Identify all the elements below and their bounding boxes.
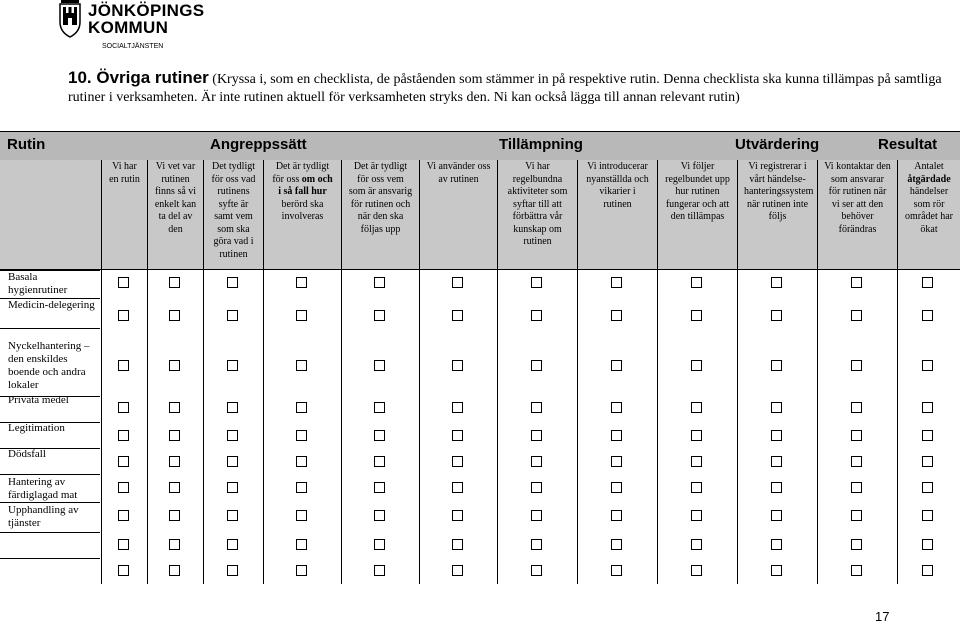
checkbox[interactable] [227,482,238,493]
header-utvardering: Utvärdering [735,136,820,153]
grid-line [737,270,738,584]
checkbox[interactable] [851,565,862,576]
row-separator [0,474,100,475]
checkbox[interactable] [296,310,307,321]
checkbox[interactable] [227,510,238,521]
checkbox[interactable] [922,360,933,371]
logo-text-line2: KOMMUN [88,18,169,37]
row-label: Hantering av färdiglagad mat [8,476,78,501]
header-bar [0,131,960,161]
column-header-11: Vi kontaktar den som ansvarar för rutinen när vi ser att den behöver förändras [817,160,897,269]
row-label: Basala hygienrutiner [8,271,68,296]
row-label: Legitimation [8,422,65,434]
checkbox[interactable] [227,539,238,550]
grid-line [897,270,898,584]
checkbox[interactable] [169,456,180,467]
checkbox[interactable] [452,310,463,321]
checkbox[interactable] [611,402,622,413]
checkbox[interactable] [922,510,933,521]
column-header-4: Det är tydligt för oss om och i så fall hur berörd ska involveras [263,160,341,269]
logo-subtitle: SOCIALTJÄNSTEN [102,43,164,50]
checkbox[interactable] [922,456,933,467]
checkbox[interactable] [531,565,542,576]
checkbox[interactable] [118,277,129,288]
checkbox[interactable] [531,360,542,371]
checkbox[interactable] [771,430,782,441]
checkbox[interactable] [118,482,129,493]
column-header-10: Vi registrerar i vårt händelse-hanteringssystem när rutinen inte följs [737,160,817,269]
checkbox[interactable] [169,482,180,493]
checkbox[interactable] [691,277,702,288]
checkbox[interactable] [771,402,782,413]
grid-line [263,270,264,584]
checkbox[interactable] [922,310,933,321]
checkbox[interactable] [296,402,307,413]
checkbox[interactable] [851,360,862,371]
checkbox[interactable] [771,565,782,576]
column-header-8: Vi introducerar nyanställda och vikarier i rutinen [577,160,657,269]
checkbox[interactable] [169,402,180,413]
checkbox[interactable] [611,360,622,371]
column-header-3: Det tydligt för oss vad rutinens syfte är samt vem som ska göra vad i rutinen [203,160,263,269]
row-label: Privata medel [8,394,69,406]
checkbox[interactable] [531,277,542,288]
header-rutin: Rutin [7,136,46,153]
checkbox[interactable] [169,510,180,521]
page-number: 17 [875,609,890,624]
checkbox[interactable] [851,310,862,321]
checkbox[interactable] [169,430,180,441]
checkbox[interactable] [611,456,622,467]
checkbox[interactable] [118,510,129,521]
section-heading: 10. Övriga rutiner [68,68,209,87]
checkbox[interactable] [611,510,622,521]
header-tillampning: Tillämpning [499,136,583,153]
checkbox[interactable] [452,277,463,288]
checkbox[interactable] [851,539,862,550]
checkbox[interactable] [611,430,622,441]
checkbox[interactable] [296,565,307,576]
row-label: Nyckelhantering – den enskildes boende och andra lokaler [8,340,90,391]
checkbox[interactable] [771,310,782,321]
checkbox[interactable] [296,510,307,521]
header-angreppssatt: Angreppssätt [210,136,307,153]
municipality-logo [58,0,205,56]
checkbox[interactable] [118,310,129,321]
checkbox[interactable] [531,456,542,467]
checkbox[interactable] [374,539,385,550]
checkbox[interactable] [296,539,307,550]
logo-text-line1: JÖNKÖPINGS [88,1,205,20]
column-headers [0,160,960,270]
checkbox[interactable] [771,510,782,521]
checkbox[interactable] [452,456,463,467]
checkbox[interactable] [296,456,307,467]
checkbox[interactable] [374,565,385,576]
checkbox[interactable] [771,277,782,288]
checkbox[interactable] [691,565,702,576]
checkbox[interactable] [452,482,463,493]
checkbox[interactable] [227,565,238,576]
header-resultat: Resultat [878,136,938,153]
section-intro [68,69,948,107]
column-header-9: Vi följer regelbundet upp hur rutinen fungerar och att den tillämpas [657,160,737,269]
checkbox[interactable] [691,360,702,371]
row-separator [0,502,100,503]
checkbox[interactable] [374,277,385,288]
checkbox[interactable] [771,360,782,371]
row-label: Medicin-delegering [8,299,95,311]
section-instructions: (Kryssa i, som en checklista, de påståenden som stämmer in på respektive rutin. Denna checklista ska kunna tillämpas på samtliga rutiner i verksamheten. Är inte rutinen aktuell för verksamheten stryks den. Ni kan också lägga till annan relevant rutin) [68,72,942,105]
checkbox[interactable] [691,456,702,467]
checkbox[interactable] [227,430,238,441]
checkbox[interactable] [452,402,463,413]
row-separator [0,532,100,533]
checkbox[interactable] [118,402,129,413]
checkbox[interactable] [118,456,129,467]
row-separator [0,328,100,329]
checkbox[interactable] [118,539,129,550]
column-header-7: Vi har regelbundna aktiviteter som syftar till att förbättra vår kunskap om rutinen [497,160,577,269]
grid-line [101,270,102,584]
checkbox[interactable] [452,510,463,521]
checkbox[interactable] [531,430,542,441]
column-header-1: Vi har en rutin [101,160,147,269]
checkbox[interactable] [374,482,385,493]
checkbox[interactable] [118,565,129,576]
grid-line [147,270,148,584]
checkbox[interactable] [531,310,542,321]
checkbox[interactable] [296,430,307,441]
checkbox[interactable] [118,430,129,441]
checkbox[interactable] [851,510,862,521]
checkbox[interactable] [531,482,542,493]
checkbox[interactable] [771,539,782,550]
coat-of-arms-icon [58,0,82,38]
grid-line [657,270,658,584]
row-separator [0,558,100,559]
checkbox[interactable] [169,310,180,321]
checkbox[interactable] [691,482,702,493]
grid-line [577,270,578,584]
checkbox[interactable] [374,310,385,321]
checkbox[interactable] [169,360,180,371]
checkbox[interactable] [531,539,542,550]
checkbox[interactable] [851,482,862,493]
column-header-6: Vi använder oss av rutinen [419,160,497,269]
checkbox[interactable] [531,402,542,413]
checkbox[interactable] [691,430,702,441]
checkbox[interactable] [374,430,385,441]
checkbox[interactable] [691,310,702,321]
checkbox[interactable] [922,539,933,550]
checkbox[interactable] [922,482,933,493]
column-header-5: Det är tydligt för oss vem som är ansvarig för rutinen och när den ska följas upp [341,160,419,269]
checkbox[interactable] [851,277,862,288]
checkbox[interactable] [227,277,238,288]
checkbox[interactable] [922,430,933,441]
checkbox[interactable] [851,402,862,413]
checkbox[interactable] [227,310,238,321]
checkbox[interactable] [691,510,702,521]
checkbox[interactable] [452,360,463,371]
checkbox[interactable] [374,510,385,521]
column-header-12: Antalet åtgärdade händelser som rör området har ökat [897,160,960,269]
checkbox[interactable] [922,402,933,413]
checkbox[interactable] [227,402,238,413]
checkbox[interactable] [922,565,933,576]
checkbox[interactable] [296,482,307,493]
grid-line [419,270,420,584]
checkbox[interactable] [771,456,782,467]
row-label: Upphandling av tjänster [8,504,79,529]
checkbox[interactable] [691,539,702,550]
checkbox[interactable] [922,277,933,288]
checkbox[interactable] [169,565,180,576]
grid-line [497,270,498,584]
checkbox[interactable] [296,277,307,288]
checkbox[interactable] [611,539,622,550]
checkbox[interactable] [169,277,180,288]
checkbox[interactable] [611,482,622,493]
checkbox[interactable] [851,430,862,441]
grid-line [817,270,818,584]
checkbox[interactable] [374,402,385,413]
checkbox[interactable] [169,539,180,550]
checkbox[interactable] [611,310,622,321]
grid-line [341,270,342,584]
checkbox[interactable] [611,565,622,576]
grid-line [203,270,204,584]
checkbox[interactable] [851,456,862,467]
checkbox[interactable] [611,277,622,288]
checkbox[interactable] [296,360,307,371]
checkbox[interactable] [452,430,463,441]
row-label: Dödsfall [8,448,46,460]
checkbox[interactable] [452,539,463,550]
checkbox[interactable] [691,402,702,413]
checkbox[interactable] [374,360,385,371]
checkbox[interactable] [452,565,463,576]
checkbox[interactable] [771,482,782,493]
checkbox[interactable] [531,510,542,521]
checkbox[interactable] [227,360,238,371]
column-header-2: Vi vet var rutinen finns så vi enkelt kan ta del av den [147,160,203,269]
checkbox[interactable] [227,456,238,467]
checkbox[interactable] [374,456,385,467]
checkbox[interactable] [118,360,129,371]
